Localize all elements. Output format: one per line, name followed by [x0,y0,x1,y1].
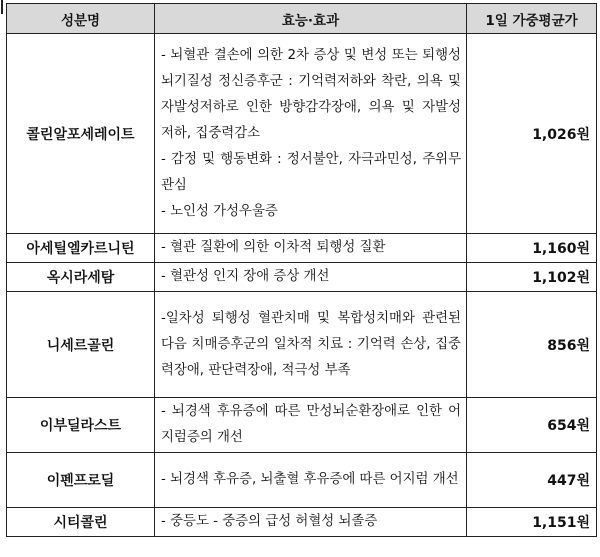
table-row [7,263,597,292]
daily-price: 1,102원 [467,263,597,292]
effect-cell [155,34,467,234]
effect-line: - 감정 및 행동변화 : 정서불안, 자극과민성, 주위무관심 [161,151,461,193]
table-header-row [7,4,597,34]
ingredient-name: 니세르골린 [7,292,155,398]
daily-price: 1,026원 [467,34,597,234]
text-cursor [1,0,3,14]
table-row [7,453,597,508]
effect-line: - 혈관성 인지 장애 증상 개선 [161,269,330,284]
ingredient-name: 콜린알포세레이트 [7,34,155,234]
effect-line: - 혈관 질환에 의한 이차적 퇴행성 질환 [161,240,386,255]
effect-cell [155,453,467,508]
effect-line: - 뇌혈관 결손에 의한 2차 증상 및 변성 또는 퇴행성 뇌기질성 정신증후군 : 기억력저하와 착란, 의욕 및 자발성저하로 인한 방향감각장애, 의욕 및 자발성 저하, 집중력감소 [161,47,461,141]
table-row [7,234,597,263]
table-row [7,34,597,234]
effect-cell [155,398,467,453]
effect-cell [155,292,467,398]
effect-line: - 뇌경색 후유증, 뇌출혈 후유증에 따른 어지럼 개선 [161,472,459,487]
header-ingredient-name: 성분명 [7,4,155,34]
effect-cell [155,263,467,292]
ingredient-name: 이부딜라스트 [7,398,155,453]
ingredient-name: 아세틸엘카르니틴 [7,234,155,263]
effect-line: - 노인성 가성우울증 [161,203,278,219]
table-row [7,508,597,537]
daily-price: 1,160원 [467,234,597,263]
effect-line: - 중등도 - 중증의 급성 허혈성 뇌졸증 [161,514,378,529]
daily-price: 447원 [467,453,597,508]
ingredient-table [6,3,597,537]
daily-price: 654원 [467,398,597,453]
effect-line: - 뇌경색 후유증에 따른 만성뇌순환장애로 인한 어지럼증의 개선 [161,404,461,445]
table-row [7,292,597,398]
daily-price: 1,151원 [467,508,597,537]
ingredient-name: 시티콜린 [7,508,155,537]
effect-cell [155,234,467,263]
header-daily-price: 1일 가중평균가 [467,4,597,34]
table-row [7,398,597,453]
effect-cell [155,508,467,537]
ingredient-name: 옥시라세탐 [7,263,155,292]
daily-price: 856원 [467,292,597,398]
header-effect: 효능·효과 [155,4,467,34]
effect-line: -일차성 퇴행성 혈관치매 및 복합성치매와 관련된 다음 치매증후군의 일차적 치료 : 기억력 손상, 집중력장애, 판단력장애, 적극성 부족 [161,310,461,378]
ingredient-name: 이펜프로딜 [7,453,155,508]
